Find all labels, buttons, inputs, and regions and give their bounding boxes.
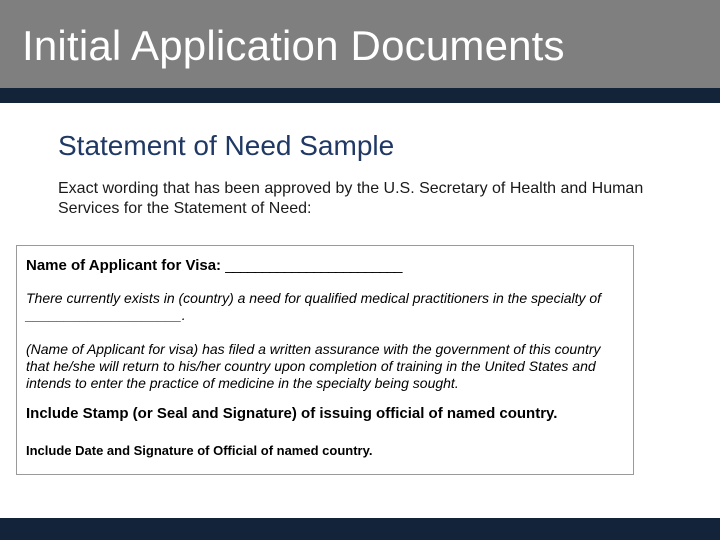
applicant-name-blank: ________________________ [225,257,402,274]
slide-title: Initial Application Documents [22,22,565,69]
applicant-name-label: Name of Applicant for Visa: [26,257,222,274]
applicant-name-line [26,257,401,274]
slide-subtitle: Statement of Need Sample [58,130,395,161]
stamp-instruction: Include Stamp (or Seal and Signature) of issuing official of named country. [26,405,558,422]
top-divider-stripe [0,88,720,103]
title-bar [0,0,720,88]
statement-sample-box [16,245,634,475]
bottom-stripe [0,518,720,540]
assurance-statement: (Name of Applicant for visa) has filed a written assurance with the government of this country that he/she will return to his/her country upon completion of training in the United States and intends to enter the practice of medicine in the specialty being sought. [26,341,601,391]
date-signature-instruction: Include Date and Signature of Official of named country. [26,443,373,458]
need-statement: There currently exists in (country) a need for qualified medical practitioners in the specialty of ____________________. [26,290,602,323]
intro-text: Exact wording that has been approved by the U.S. Secretary of Health and Human Services for the Statement of Need: [58,180,644,217]
